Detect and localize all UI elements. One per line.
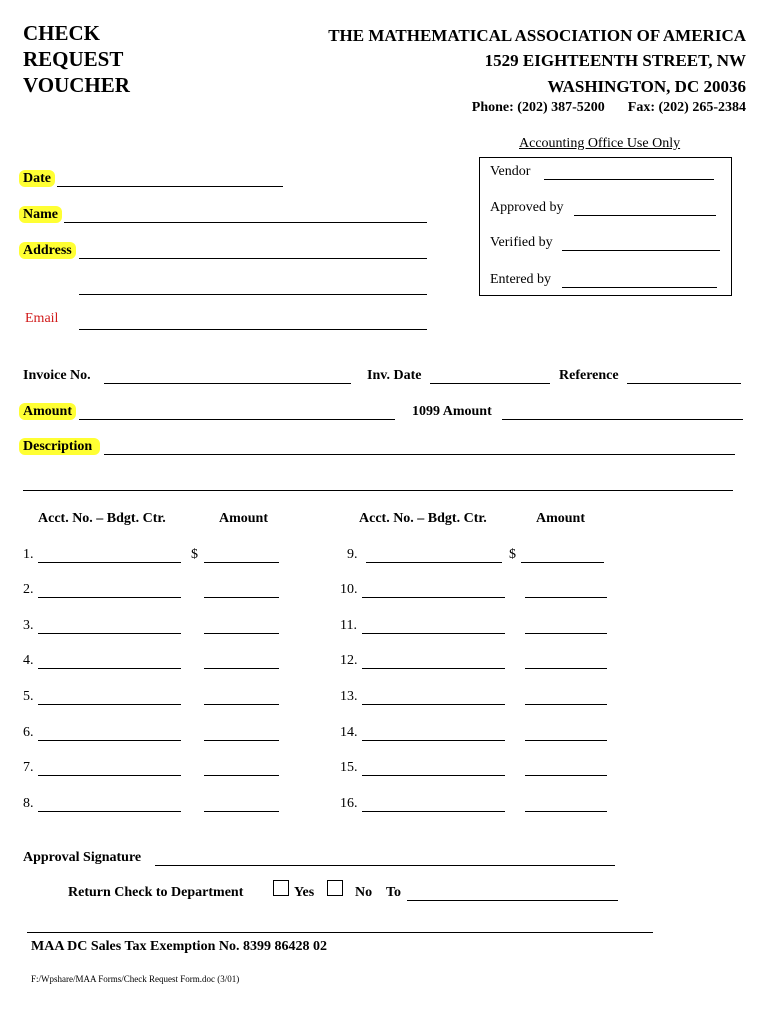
- dollar-sign: $: [191, 547, 198, 562]
- acct-amount-field[interactable]: [204, 668, 279, 669]
- acct-col-header-right: Acct. No. – Bdgt. Ctr.: [359, 511, 487, 526]
- email-label: Email: [25, 311, 59, 326]
- name-label: Name: [23, 207, 62, 223]
- acct-no-field[interactable]: [38, 775, 181, 776]
- amount-col-header-left: Amount: [219, 511, 269, 526]
- to-label: To: [386, 885, 402, 900]
- row-number-right: 12.: [340, 653, 358, 668]
- tax-exemption-text: MAA DC Sales Tax Exemption No. 8399 86428 02: [31, 939, 327, 954]
- acct-amount-field[interactable]: [525, 633, 607, 634]
- name-field[interactable]: [64, 222, 427, 223]
- inv-date-field[interactable]: [430, 383, 550, 384]
- vendor-label: Vendor: [490, 164, 531, 179]
- amount-1099-label: 1099 Amount: [412, 404, 492, 419]
- verified-by-label: Verified by: [490, 235, 553, 250]
- acct-amount-field[interactable]: [525, 775, 607, 776]
- acct-no-field[interactable]: [38, 740, 181, 741]
- row-number-left: 7.: [23, 760, 34, 775]
- acct-no-field[interactable]: [38, 633, 181, 634]
- acct-no-field[interactable]: [38, 811, 181, 812]
- acct-no-field[interactable]: [38, 704, 181, 705]
- acct-no-field[interactable]: [366, 562, 502, 563]
- row-number-right: 14.: [340, 725, 358, 740]
- email-field[interactable]: [79, 329, 427, 330]
- org-phone: Phone: (202) 387-5200: [471, 100, 605, 115]
- verified-by-field[interactable]: [562, 250, 720, 251]
- row-number-right: 10.: [340, 582, 358, 597]
- return-to-field[interactable]: [407, 900, 618, 901]
- invoice-no-label: Invoice No.: [23, 368, 91, 383]
- amount-col-header-right: Amount: [536, 511, 586, 526]
- divider-line: [27, 932, 653, 933]
- row-number-right: 15.: [340, 760, 358, 775]
- address-field-line1[interactable]: [79, 258, 427, 259]
- form-title-line3: VOUCHER: [23, 73, 130, 97]
- no-label: No: [355, 885, 373, 900]
- acct-amount-field[interactable]: [204, 775, 279, 776]
- reference-label: Reference: [559, 368, 619, 383]
- yes-checkbox[interactable]: [273, 880, 289, 896]
- acct-amount-field[interactable]: [204, 633, 279, 634]
- entered-by-field[interactable]: [562, 287, 717, 288]
- vendor-field[interactable]: [544, 179, 714, 180]
- acct-col-header-left: Acct. No. – Bdgt. Ctr.: [38, 511, 166, 526]
- form-title-line2: REQUEST: [23, 47, 124, 71]
- yes-label: Yes: [294, 885, 315, 900]
- acct-no-field[interactable]: [38, 597, 181, 598]
- row-number-left: 3.: [23, 618, 34, 633]
- row-number-left: 4.: [23, 653, 34, 668]
- row-number-right: 9.: [347, 547, 358, 562]
- acct-amount-field[interactable]: [525, 704, 607, 705]
- description-field-line1[interactable]: [104, 454, 735, 455]
- acct-no-field[interactable]: [362, 704, 505, 705]
- acct-amount-field[interactable]: [204, 704, 279, 705]
- entered-by-label: Entered by: [490, 272, 552, 287]
- form-title-line1: CHECK: [23, 21, 101, 45]
- amount-label: Amount: [23, 404, 76, 420]
- row-number-left: 5.: [23, 689, 34, 704]
- row-number-right: 13.: [340, 689, 358, 704]
- row-number-left: 1.: [23, 547, 34, 562]
- acct-no-field[interactable]: [362, 633, 505, 634]
- acct-amount-field[interactable]: [521, 562, 604, 563]
- row-number-left: 6.: [23, 725, 34, 740]
- form-title: [23, 20, 130, 98]
- row-number-left: 8.: [23, 796, 34, 811]
- reference-field[interactable]: [627, 383, 741, 384]
- approved-by-field[interactable]: [574, 215, 716, 216]
- approval-signature-label: Approval Signature: [23, 850, 142, 865]
- acct-no-field[interactable]: [362, 668, 505, 669]
- return-check-label: Return Check to Department: [68, 885, 244, 900]
- approval-signature-field[interactable]: [155, 865, 615, 866]
- org-city: WASHINGTON, DC 20036: [547, 77, 746, 96]
- description-label: Description: [23, 439, 100, 455]
- acct-amount-field[interactable]: [525, 811, 607, 812]
- dollar-sign: $: [509, 547, 516, 562]
- row-number-left: 2.: [23, 582, 34, 597]
- org-contact: [472, 100, 746, 116]
- address-field-line2[interactable]: [79, 294, 427, 295]
- acct-no-field[interactable]: [362, 597, 505, 598]
- acct-amount-field[interactable]: [204, 811, 279, 812]
- no-checkbox[interactable]: [327, 880, 343, 896]
- file-path-text: F:/Wpshare/MAA Forms/Check Request Form.doc (3/01): [31, 974, 240, 984]
- inv-date-label: Inv. Date: [367, 368, 422, 383]
- acct-no-field[interactable]: [38, 668, 181, 669]
- row-number-right: 11.: [340, 618, 357, 633]
- amount-field[interactable]: [79, 419, 395, 420]
- acct-no-field[interactable]: [362, 775, 505, 776]
- org-name: THE MATHEMATICAL ASSOCIATION OF AMERICA: [328, 26, 746, 45]
- invoice-no-field[interactable]: [104, 383, 351, 384]
- acct-amount-field[interactable]: [204, 562, 279, 563]
- description-field-line2[interactable]: [23, 490, 733, 491]
- date-label: Date: [23, 171, 55, 187]
- acct-no-field[interactable]: [362, 740, 505, 741]
- acct-amount-field[interactable]: [525, 740, 607, 741]
- acct-no-field[interactable]: [38, 562, 181, 563]
- acct-amount-field[interactable]: [525, 597, 607, 598]
- acct-no-field[interactable]: [362, 811, 505, 812]
- accounting-heading: Accounting Office Use Only: [519, 136, 681, 151]
- row-number-right: 16.: [340, 796, 358, 811]
- acct-amount-field[interactable]: [204, 740, 279, 741]
- accounting-office-box: [479, 157, 732, 296]
- acct-amount-field[interactable]: [525, 668, 607, 669]
- date-field[interactable]: [57, 186, 283, 187]
- amount-1099-field[interactable]: [502, 419, 743, 420]
- org-street: 1529 EIGHTEENTH STREET, NW: [484, 51, 746, 70]
- org-fax: Fax: (202) 265-2384: [627, 100, 746, 115]
- approved-by-label: Approved by: [490, 200, 564, 215]
- acct-amount-field[interactable]: [204, 597, 279, 598]
- address-label: Address: [23, 243, 76, 259]
